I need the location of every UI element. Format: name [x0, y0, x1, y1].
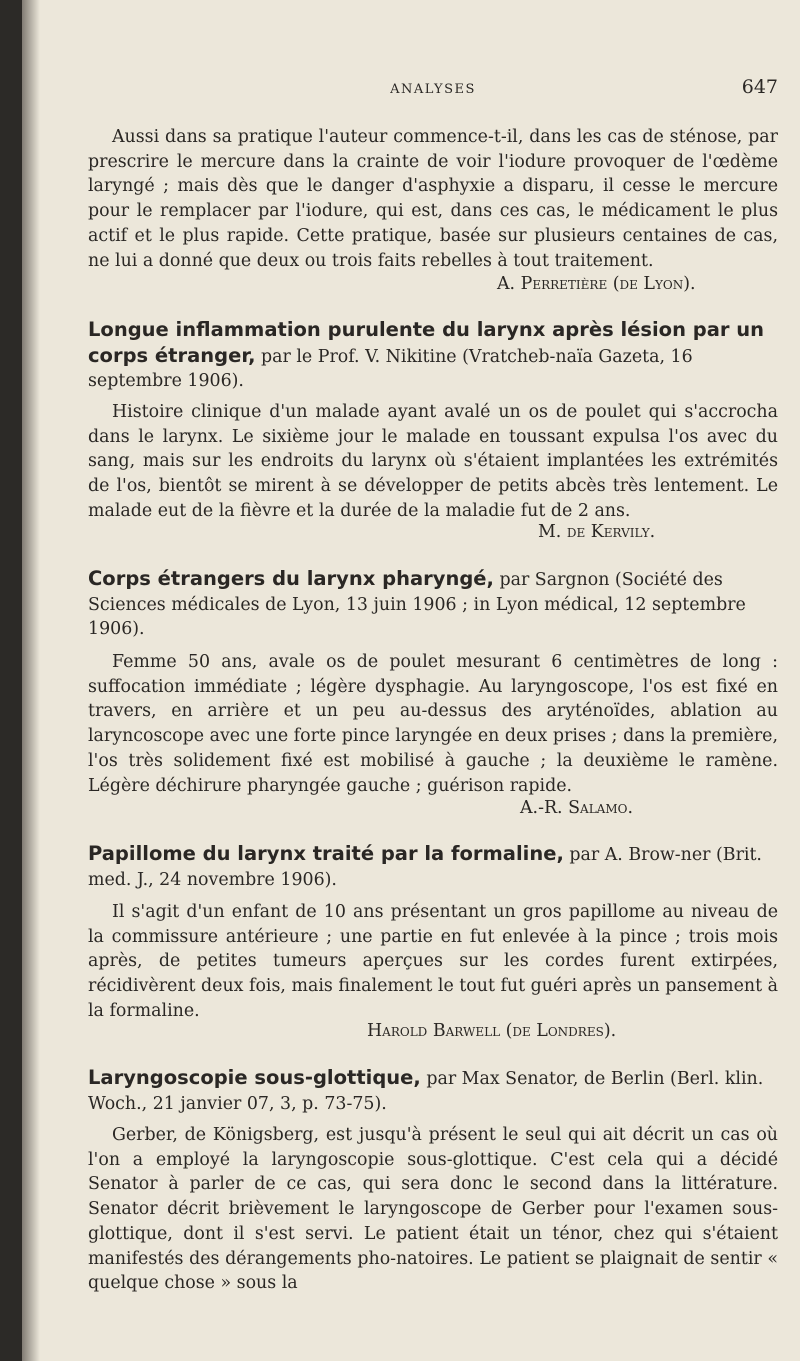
article-signature: A.-R. Salamo.	[520, 798, 633, 818]
intro-paragraph: Aussi dans sa pratique l'auteur commence-t-il, dans les cas de sténose, par prescrire le mercure dans la crainte de voir l'iodure provoquer de l'œdème laryngé ; mais dès que le danger d'asphyxie a disparu, il cesse le mercure pour le remplacer par l'iodure, qui est, dans ces cas, le médicament le plus actif et le plus rapide. Cette pratique, basée sur plusieurs centaines de cas, ne lui a donné que deux ou trois faits rebelles à tout traitement.	[88, 127, 778, 271]
page-number: 647	[741, 76, 778, 98]
article-body: Il s'agit d'un enfant de 10 ans présentant un gros papillome au niveau de la commissure antérieure ; une partie en fut enlevée à la pince ; trois mois après, de petites tumeurs aperçues sur les cordes furent extirpées, récidivèrent deux fois, mais finalement le tout fut guéri après un pansement à la formaline.	[88, 902, 778, 1021]
article-citation: par Sargnon (Société des Sciences médicales de Lyon, 13 juin 1906 ; in Lyon médical, 12 septembre 1906).	[88, 570, 746, 640]
article-heading	[88, 567, 778, 642]
article-heading	[88, 318, 778, 394]
article-citation: par le Prof. V. Nikitine (Vratcheb-naïa Gazeta, 16 septembre 1906).	[88, 346, 693, 392]
page-header	[88, 76, 778, 102]
article-signature: M. de Kervily.	[538, 522, 656, 542]
article-heading	[88, 842, 778, 892]
article-body: Gerber, de Königsberg, est jusqu'à présent le seul qui ait décrit un cas où l'on a employé la laryngoscopie sous-glottique. C'est cela qui a décidé Senator à parler de ce cas, qui sera donc le second dans la littérature. Senator décrit brièvement le laryngoscope de Gerber pour l'examen sous-glottique, dont il s'est servi. Le patient était un ténor, chez qui s'étaient manifestés des dérangements pho-natoires. Le patient se plaignait de sentir « quelque chose » sous la	[88, 1125, 778, 1294]
article-title: Papillome du larynx traité par la formaline,	[88, 842, 564, 865]
article-body: Histoire clinique d'un malade ayant avalé un os de poulet qui s'accrocha dans le larynx. Le sixième jour le malade en toussant expulsa l'os avec du sang, mais sur les endroits du larynx où s'étaient implantées les extrémités de l'os, bientôt se mirent à se développer de petits abcès très lentement. Le malade eut de la fièvre et la durée de la maladie fut de 2 ans.	[88, 402, 778, 521]
article-title: Laryngoscopie sous-glottique,	[88, 1066, 421, 1089]
article-title: Longue inflammation purulente du larynx après lésion par un corps étranger,	[88, 318, 765, 367]
article-title: Corps étrangers du larynx pharyngé,	[88, 567, 494, 590]
article-heading	[88, 1066, 778, 1116]
book-page	[22, 0, 800, 1361]
intro-signature: A. Perretière (de Lyon).	[497, 274, 696, 294]
article-body: Femme 50 ans, avale os de poulet mesurant 6 centimètres de long : suffocation immédiate ; légère dysphagie. Au laryngoscope, l'os est fixé en travers, en arrière et un peu au-dessus des aryténoïdes, ablation au laryncoscope avec une forte pince laryngée en deux prises ; dans la première, l'os très solidement fixé est mobilisé à gauche ; la deuxième le ramène. Légère déchirure pharyngée gauche ; guérison rapide.	[88, 652, 778, 796]
article-citation: par Max Senator, de Berlin (Berl. klin. Woch., 21 janvier 07, 3, p. 73-75).	[88, 1069, 764, 1114]
article-signature: Harold Barwell (de Londres).	[367, 1021, 617, 1041]
article-citation: par A. Brow-ner (Brit. med. J., 24 novembre 1906).	[88, 845, 762, 890]
running-head: ANALYSES	[390, 82, 476, 97]
